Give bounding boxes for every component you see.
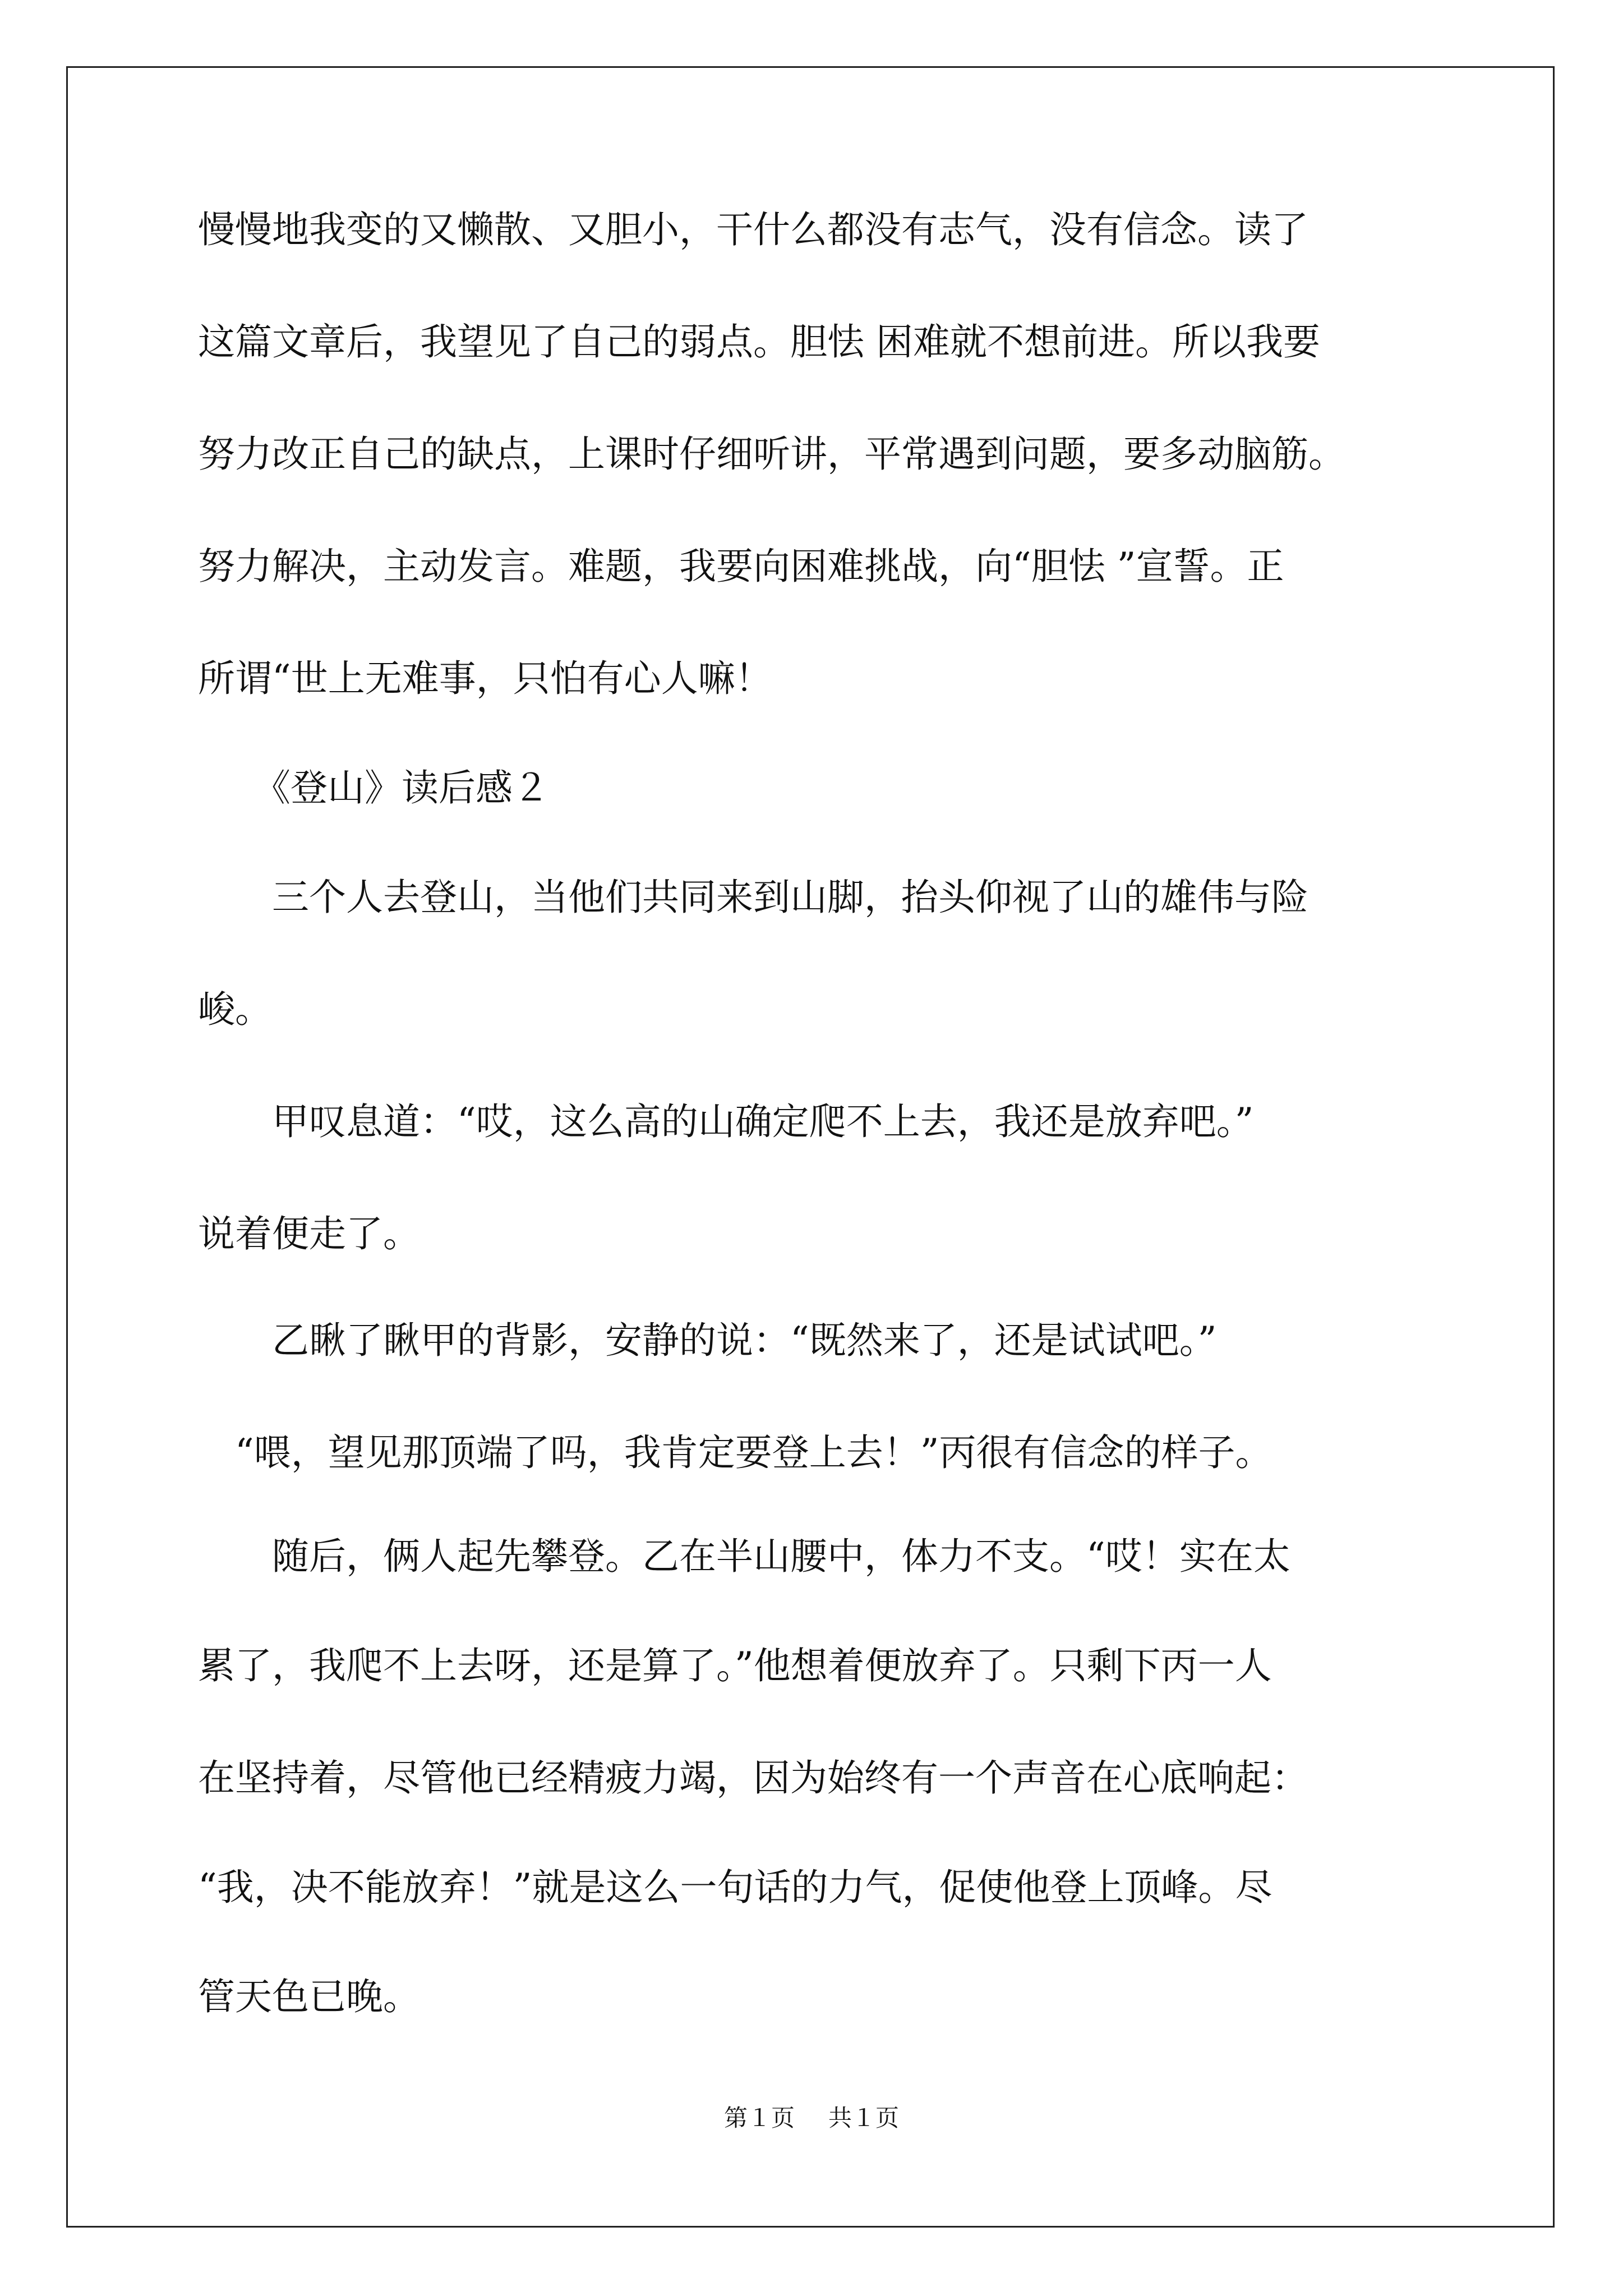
text-line: 甲叹息道：“哎，这么高的山确定爬不上去，我还是放弃吧。” bbox=[198, 1100, 1254, 1143]
text-line: 管天色已晚。 bbox=[198, 1975, 420, 2018]
text-line: 三个人去登山，当他们共同来到山脚，抬头仰视了山的雄伟与险 bbox=[198, 876, 1308, 919]
text-line: 乙瞅了瞅甲的背影，安静的说：“既然来了，还是试试吧。” bbox=[198, 1319, 1217, 1362]
text-line: 随后，俩人起先攀登。乙在半山腰中，体力不支。“哎！实在太 bbox=[198, 1535, 1290, 1578]
text-line: “我，决不能放弃！”就是这么一句话的力气，促使他登上顶峰。尽 bbox=[198, 1866, 1272, 1909]
page-number: 第１页 bbox=[723, 2104, 795, 2132]
page-footer bbox=[0, 2106, 1623, 2130]
text-line: 在坚持着，尽管他已经精疲力竭，因为始终有一个声音在心底响起： bbox=[198, 1756, 1308, 1800]
section-heading: 《登山》读后感２ bbox=[198, 766, 550, 809]
text-line: 努力解决，主动发言。难题，我要向困难挑战，向“胆怯 ”宣誓。正 bbox=[198, 545, 1284, 588]
text-line: 努力改正自己的缺点，上课时仔细听讲，平常遇到问题，要多动脑筋。 bbox=[198, 432, 1345, 476]
text-line: 慢慢地我变的又懒散、又胆小，干什么都没有志气，没有信念。读了 bbox=[198, 208, 1308, 251]
text-line: 所谓“世上无难事，只怕有心人嘛！ bbox=[198, 657, 772, 700]
text-line: 峻。 bbox=[198, 988, 272, 1031]
page-total: 共１页 bbox=[828, 2104, 900, 2132]
text-line: “喂，望见那顶端了吗，我肯定要登上去！”丙很有信念的样子。 bbox=[198, 1431, 1272, 1474]
text-line: 这篇文章后，我望见了自己的弱点。胆怯 困难就不想前进。所以我要 bbox=[198, 320, 1320, 364]
text-line: 说着便走了。 bbox=[198, 1212, 420, 1255]
text-line: 累了，我爬不上去呀，还是算了。”他想着便放弃了。只剩下丙一人 bbox=[198, 1644, 1272, 1687]
